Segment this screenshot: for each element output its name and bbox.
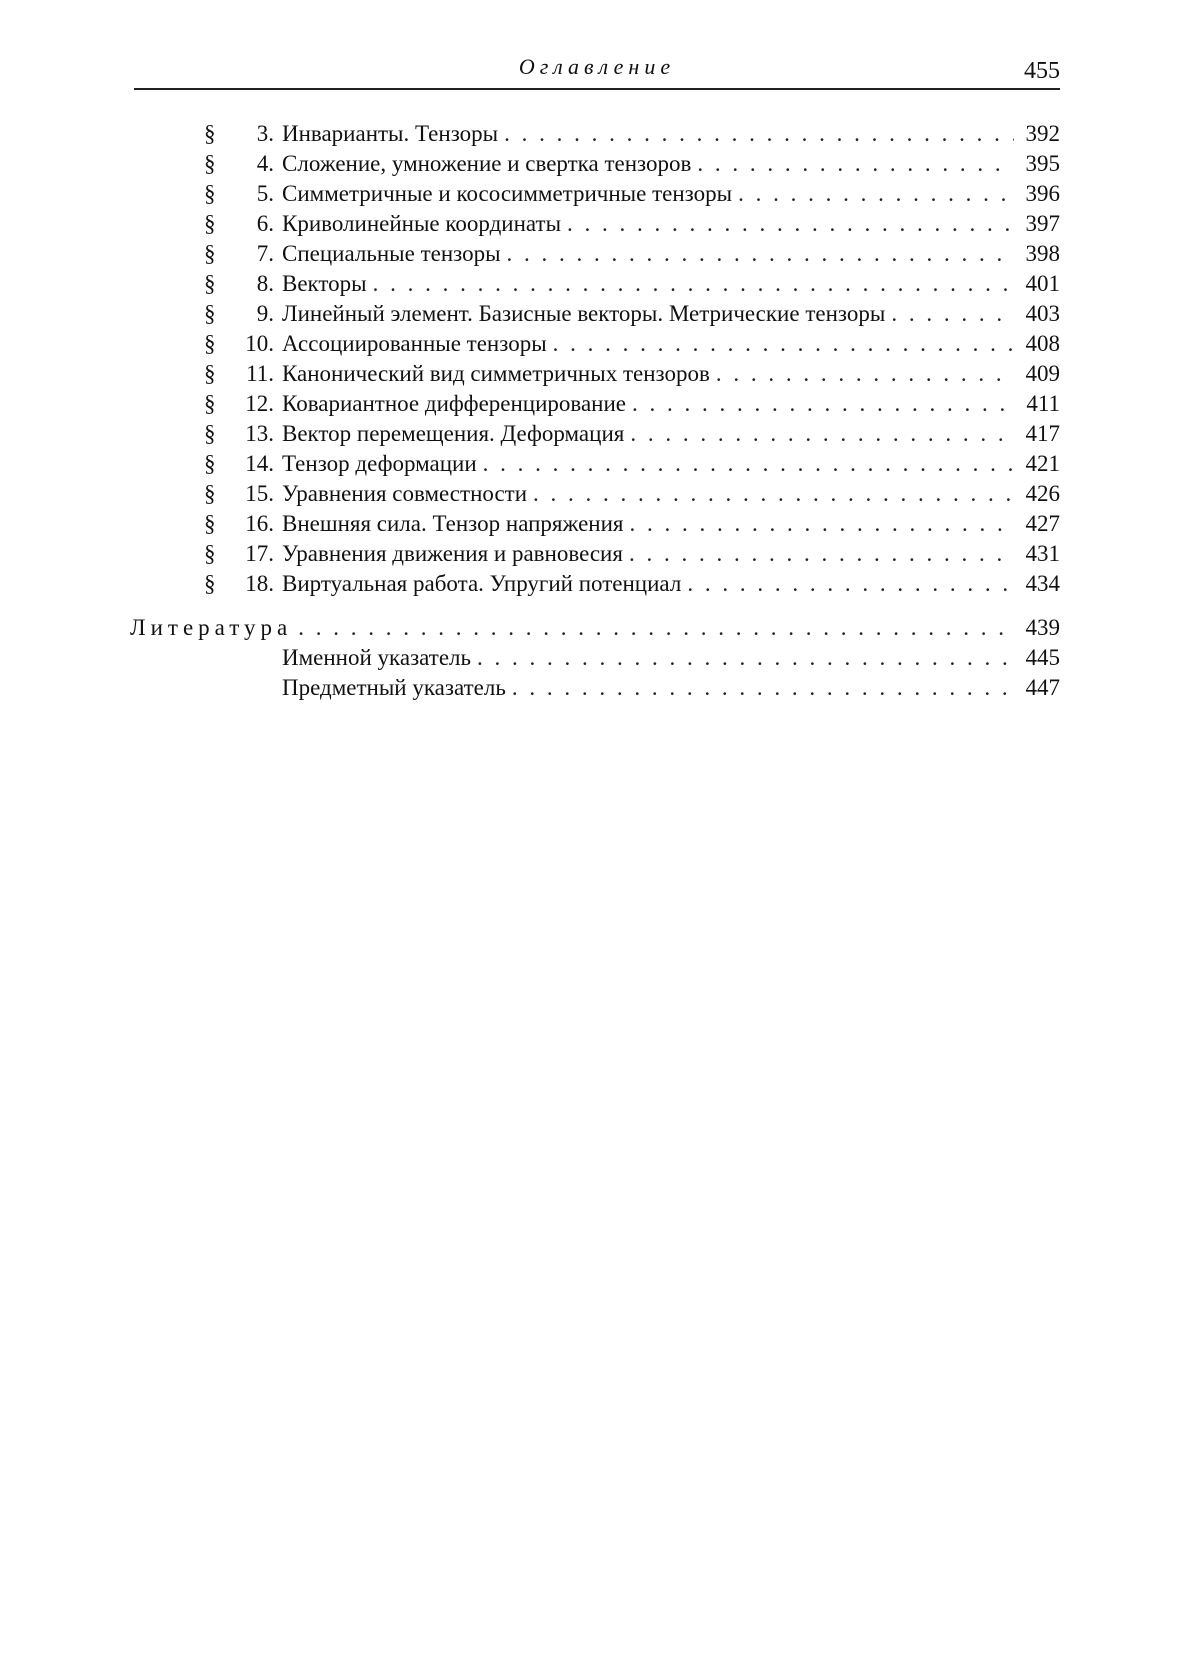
section-title: Сложение, умножение и свертка тензоров (282, 151, 692, 176)
section-number: 12. (245, 391, 274, 416)
dot-leader (504, 118, 1014, 150)
section-title: Специальные тензоры (282, 241, 501, 266)
page-ref: 434 (1025, 571, 1060, 596)
page-ref: 447 (1025, 675, 1060, 700)
page-ref: 401 (1025, 271, 1060, 296)
section-title: Виртуальная работа. Упругий потенциал (282, 571, 682, 596)
page-ref: 395 (1025, 151, 1060, 176)
dot-leader (738, 178, 1014, 210)
page-ref: 445 (1025, 645, 1060, 670)
section-title: Вектор перемещения. Деформация (282, 421, 625, 446)
section-title: Инварианты. Тензоры (282, 121, 499, 146)
section-sign: § (204, 331, 216, 356)
section-sign: § (204, 571, 216, 596)
dot-leader (629, 538, 1014, 570)
toc-entry (204, 298, 1060, 330)
dot-leader (629, 508, 1014, 540)
toc-entry (204, 508, 1060, 540)
dot-leader (298, 612, 1014, 644)
running-title: Оглавление (518, 54, 676, 79)
section-title: Векторы (282, 271, 367, 296)
dot-leader (687, 568, 1014, 600)
section-number: 15. (245, 481, 274, 506)
dot-leader (630, 418, 1014, 450)
page-ref: 411 (1026, 391, 1060, 416)
section-number: 14. (245, 451, 274, 476)
section-sign: § (204, 181, 216, 206)
section-sign: § (204, 151, 216, 176)
section-title: Ассоциированные тензоры (282, 331, 547, 356)
toc-entry (204, 538, 1060, 570)
section-number: 10. (245, 331, 274, 356)
dot-leader (373, 268, 1014, 300)
page-ref: 417 (1025, 421, 1060, 446)
toc-entry (204, 388, 1060, 420)
dot-leader (567, 208, 1014, 240)
page-ref: 403 (1025, 301, 1060, 326)
page-ref: 397 (1025, 211, 1060, 236)
page-ref: 421 (1025, 451, 1060, 476)
section-title: Ковариантное дифференцирование (282, 391, 627, 416)
index-title: Именной указатель (282, 645, 472, 670)
section-sign: § (204, 361, 216, 386)
section-number: 11. (246, 361, 274, 386)
page-ref: 409 (1025, 361, 1060, 386)
dot-leader (483, 448, 1014, 480)
toc-entry (204, 568, 1060, 600)
dot-leader (533, 478, 1014, 510)
section-title: Канонический вид симметричных тензоров (282, 361, 710, 386)
literature-title: Литература (130, 615, 293, 640)
section-sign: § (204, 391, 216, 416)
page-ref: 439 (1025, 615, 1060, 640)
section-title: Тензор деформации (282, 451, 477, 476)
toc-entry (204, 238, 1060, 270)
page-ref: 431 (1025, 541, 1060, 566)
section-sign: § (204, 421, 216, 446)
dot-leader (477, 642, 1014, 674)
section-title: Симметричные и кососимметричные тензоры (282, 181, 733, 206)
page-ref: 426 (1025, 481, 1060, 506)
dot-leader (507, 238, 1014, 270)
page-ref: 398 (1025, 241, 1060, 266)
section-sign: § (204, 541, 216, 566)
toc-entry-index (282, 672, 1060, 704)
section-number: 8. (256, 271, 274, 296)
section-number: 13. (245, 421, 274, 446)
toc-entry (204, 268, 1060, 300)
section-number: 17. (245, 541, 274, 566)
toc-entry (204, 418, 1060, 450)
section-number: 4. (256, 151, 274, 176)
dot-leader (697, 148, 1014, 180)
page-ref: 427 (1025, 511, 1060, 536)
section-number: 5. (256, 181, 274, 206)
index-title: Предметный указатель (282, 675, 506, 700)
section-title: Криволинейные координаты (282, 211, 562, 236)
toc-entry (204, 148, 1060, 180)
dot-leader (553, 328, 1014, 360)
section-title: Уравнения совместности (282, 481, 528, 506)
section-number: 7. (256, 241, 274, 266)
section-number: 6. (256, 211, 274, 236)
dot-leader (632, 388, 1014, 420)
section-sign: § (204, 301, 216, 326)
toc-entry (204, 448, 1060, 480)
section-number: 16. (245, 511, 274, 536)
toc-entry (204, 208, 1060, 240)
toc-entry (204, 478, 1060, 510)
section-title: Линейный элемент. Базисные векторы. Метрические тензоры (282, 301, 886, 326)
page-ref: 408 (1025, 331, 1060, 356)
section-title: Внешняя сила. Тензор напряжения (282, 511, 624, 536)
section-sign: § (204, 451, 216, 476)
page-number: 455 (1024, 58, 1060, 84)
section-title: Уравнения движения и равновесия (282, 541, 623, 566)
toc-entry-literature (130, 612, 1060, 644)
section-sign: § (204, 241, 216, 266)
toc-entry (204, 178, 1060, 210)
section-number: 18. (245, 571, 274, 596)
toc-entry (204, 328, 1060, 360)
dot-leader (891, 298, 1014, 330)
toc-entry-index (282, 642, 1060, 674)
dot-leader (512, 672, 1014, 704)
section-sign: § (204, 481, 216, 506)
section-sign: § (204, 211, 216, 236)
section-sign: § (204, 511, 216, 536)
section-sign: § (204, 121, 216, 146)
toc-entry (204, 118, 1060, 150)
section-number: 3. (256, 121, 274, 146)
toc-entry (204, 358, 1060, 390)
section-number: 9. (256, 301, 274, 326)
section-sign: § (204, 271, 216, 296)
dot-leader (716, 358, 1014, 390)
page-ref: 392 (1025, 121, 1060, 146)
page-ref: 396 (1025, 181, 1060, 206)
